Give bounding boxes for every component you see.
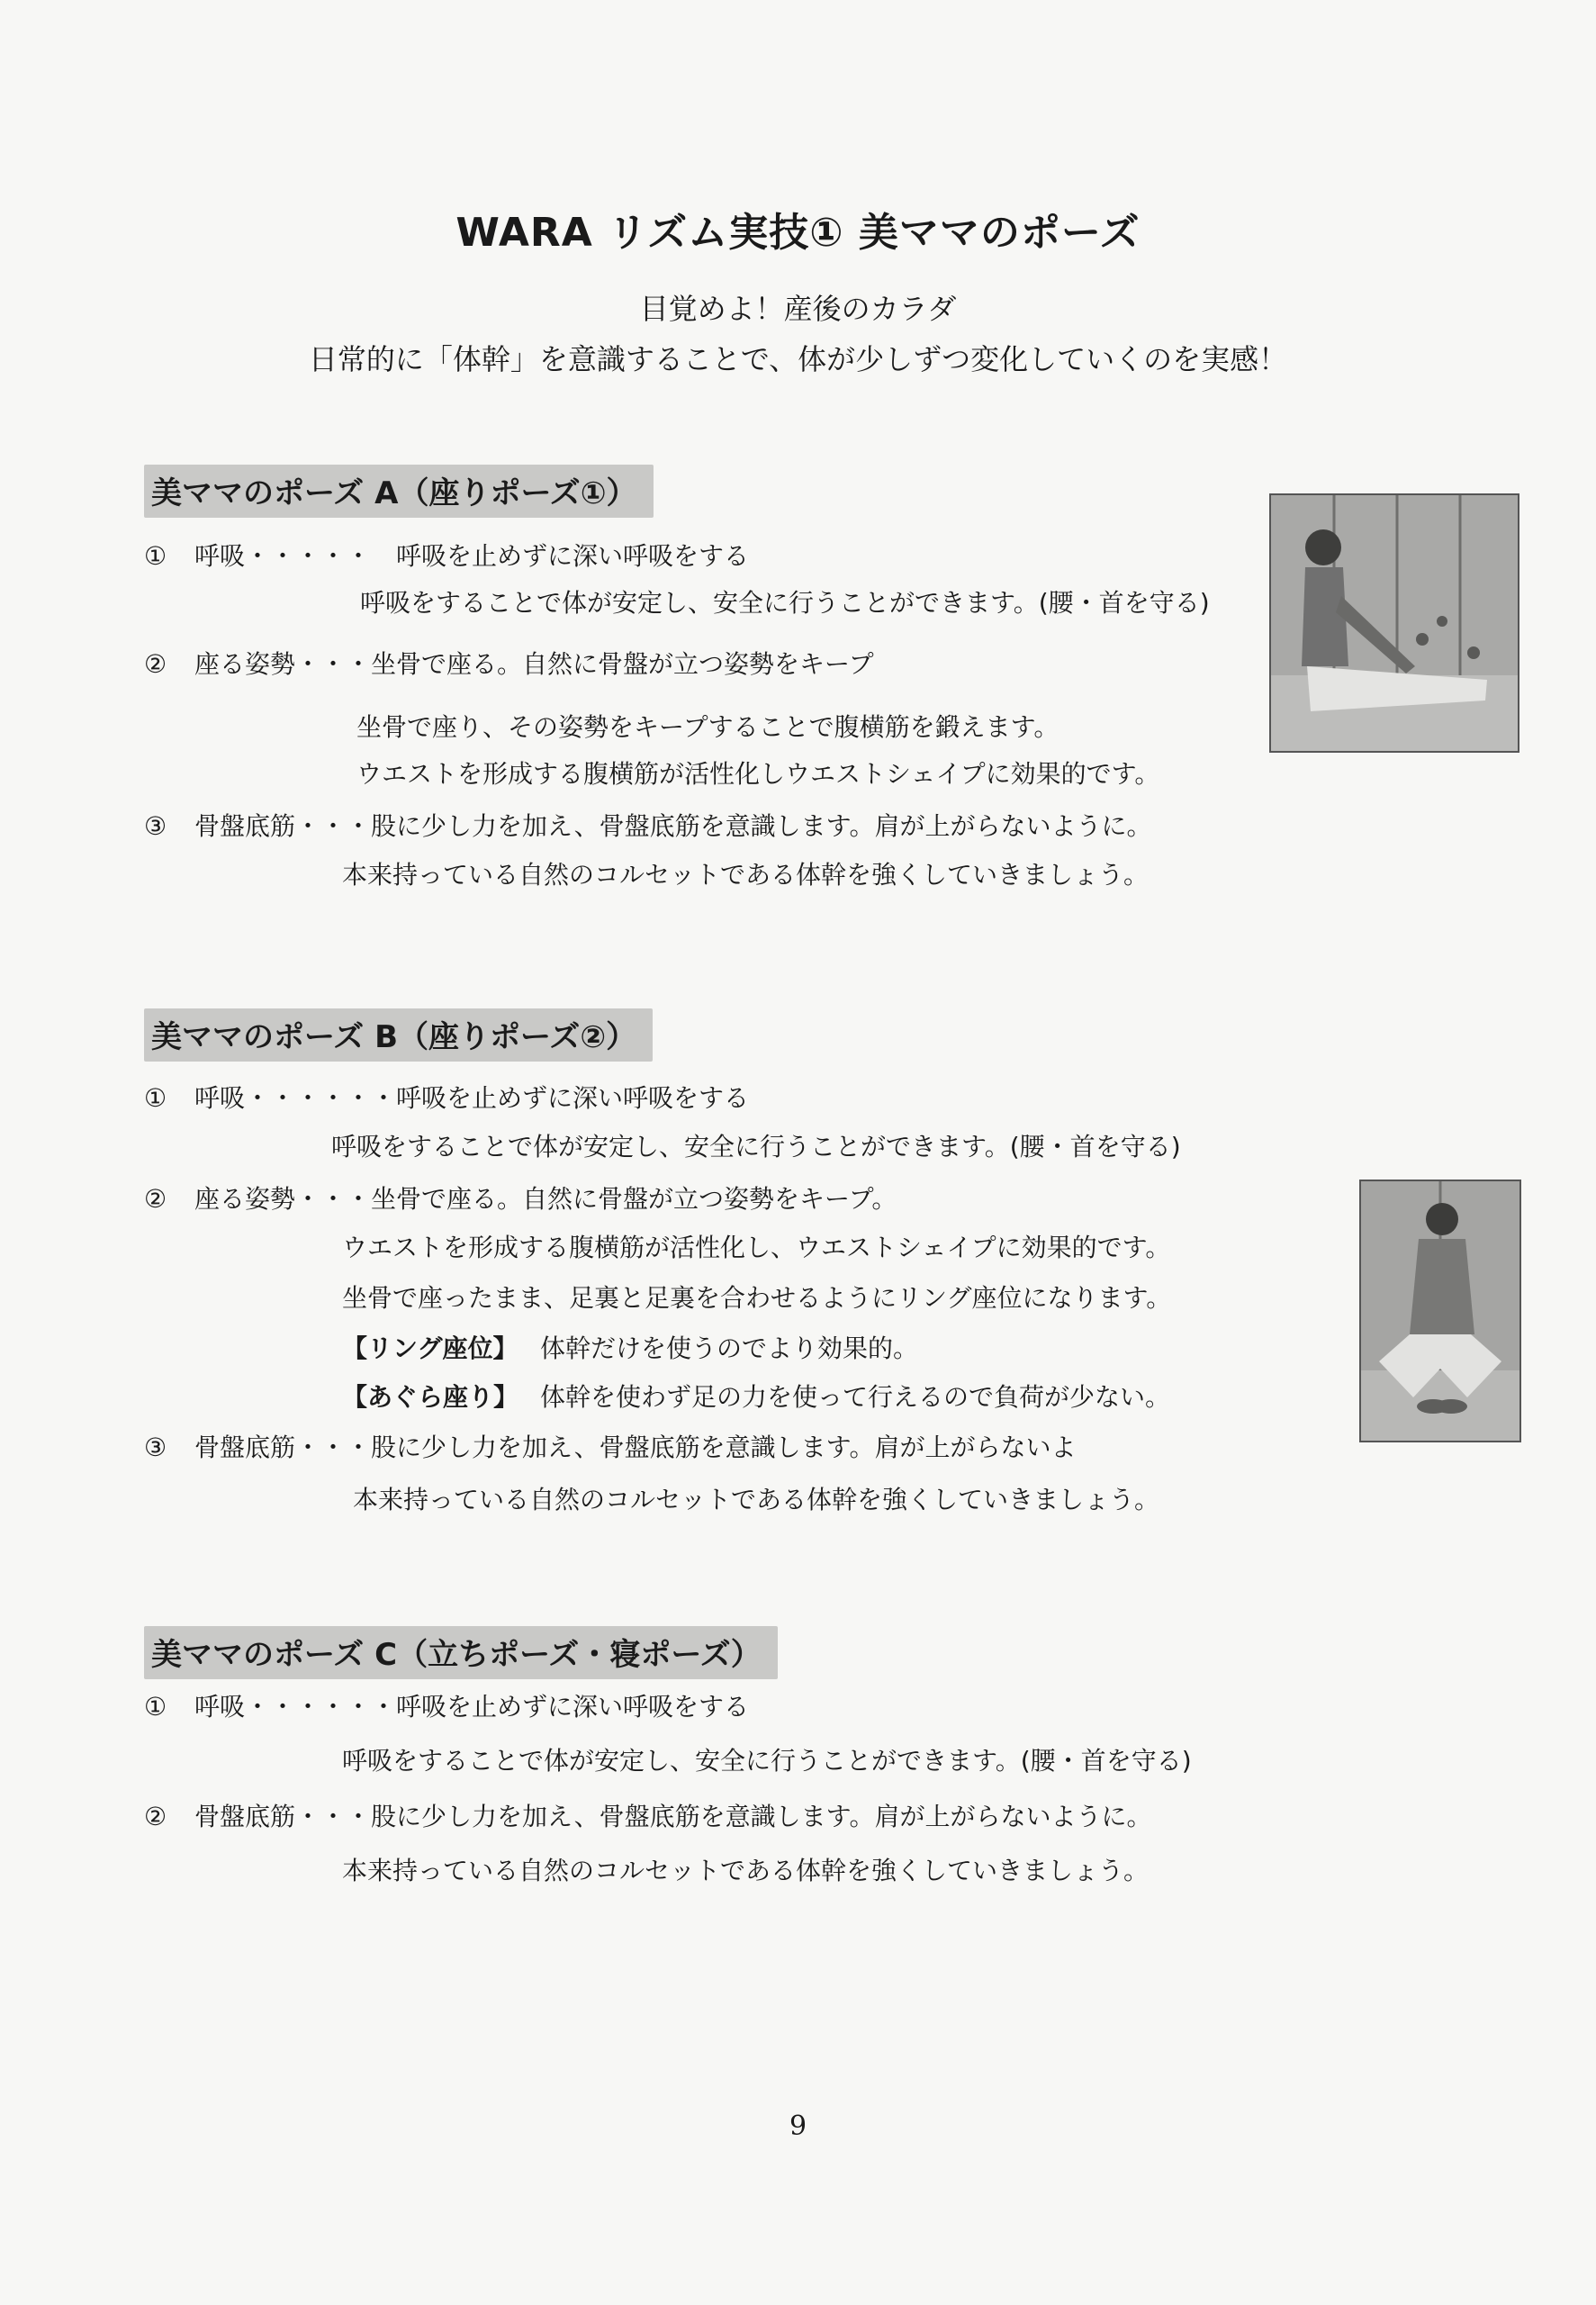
section-b-line (144, 1428, 1076, 1464)
section-c-heading: 美ママのポーズ C（立ちポーズ・寝ポーズ） (144, 1626, 778, 1679)
line-text: 体幹だけを使うのでより効果的。 (540, 1333, 919, 1363)
pose-b-photo (1359, 1180, 1521, 1442)
line-text: 呼吸・・・・・・呼吸を止めずに深い呼吸をする (194, 1692, 750, 1722)
line-text: 呼吸をすることで体が安定し、安全に行うことができます。(腰・首を守る) (360, 588, 1210, 618)
line-text: 体幹を使わず足の力を使って行えるので負荷が少ない。 (540, 1382, 1171, 1412)
section-b-line (342, 1329, 918, 1365)
line-text: 骨盤底筋・・・股に少し力を加え、骨盤底筋を意識します。肩が上がらないように。 (194, 1802, 1152, 1831)
line-number: ② (144, 1802, 167, 1831)
line-number: ③ (144, 1433, 167, 1462)
term-label: 【あぐら座り】 (342, 1382, 519, 1412)
line-number: ③ (144, 811, 167, 841)
line-number: ① (144, 541, 167, 571)
page-subtitle: 目覚めよ！産後のカラダ (639, 292, 957, 326)
section-b-line (342, 1378, 1170, 1414)
line-number: ② (144, 649, 167, 679)
section-c-line (144, 1687, 749, 1723)
section-a-line (144, 645, 874, 681)
section-c-line (342, 1741, 1192, 1777)
line-text: 呼吸・・・・・ 呼吸を止めずに深い呼吸をする (194, 541, 750, 571)
line-text: 骨盤底筋・・・股に少し力を加え、骨盤底筋を意識します。肩が上がらないよ (194, 1433, 1077, 1462)
section-a-line (144, 807, 1151, 843)
line-number: ① (144, 1083, 167, 1113)
section-a-line (360, 583, 1210, 619)
section-a-line (342, 855, 1149, 891)
section-a-heading: 美ママのポーズ A（座りポーズ①） (144, 465, 654, 518)
section-b-line (342, 1279, 1171, 1315)
section-b-line (144, 1180, 897, 1216)
term-label: 【リング座位】 (342, 1333, 518, 1363)
line-text: 座る姿勢・・・坐骨で座る。自然に骨盤が立つ姿勢をキープ (194, 649, 874, 679)
section-b-line (331, 1127, 1181, 1163)
line-text: 本来持っている自然のコルセットである体幹を強くしていきましょう。 (342, 1856, 1150, 1885)
line-text: 骨盤底筋・・・股に少し力を加え、骨盤底筋を意識します。肩が上がらないように。 (194, 811, 1152, 841)
section-b-heading: 美ママのポーズ B（座りポーズ②） (144, 1008, 653, 1062)
line-number: ① (144, 1692, 167, 1722)
line-text: ウエストを形成する腹横筋が活性化し、ウエストシェイプに効果的です。 (342, 1233, 1171, 1262)
line-text: 本来持っている自然のコルセットである体幹を強くしていきましょう。 (342, 860, 1150, 890)
line-text: 呼吸をすることで体が安定し、安全に行うことができます。(腰・首を守る) (342, 1746, 1192, 1776)
section-a-line (356, 755, 1159, 791)
section-b-line (353, 1480, 1159, 1516)
section-b-line (144, 1079, 749, 1115)
line-number: ② (144, 1184, 167, 1214)
line-text: 座る姿勢・・・坐骨で座る。自然に骨盤が立つ姿勢をキープ。 (194, 1184, 897, 1214)
section-a-line (356, 708, 1059, 744)
section-c-line (144, 1797, 1151, 1833)
section-c-line (342, 1851, 1149, 1887)
section-b-line (342, 1228, 1170, 1264)
page-number: 9 (789, 2111, 807, 2142)
line-text: 呼吸・・・・・・呼吸を止めずに深い呼吸をする (194, 1083, 750, 1113)
lead-text: 日常的に「体幹」を意識することで、体が少しずつ変化していくのを実感！ (308, 342, 1288, 376)
line-text: 呼吸をすることで体が安定し、安全に行うことができます。(腰・首を守る) (331, 1132, 1181, 1162)
line-text: 坐骨で座り、その姿勢をキープすることで腹横筋を鍛えます。 (356, 712, 1059, 742)
pose-a-photo (1269, 493, 1519, 753)
section-a-line (144, 537, 749, 573)
line-text: 坐骨で座ったまま、足裏と足裏を合わせるようにリング座位になります。 (342, 1283, 1172, 1313)
line-text: ウエストを形成する腹横筋が活性化しウエストシェイプに効果的です。 (356, 759, 1160, 789)
page-title: WARA リズム実技① 美ママのポーズ (455, 210, 1141, 256)
line-text: 本来持っている自然のコルセットである体幹を強くしていきましょう。 (353, 1485, 1160, 1514)
